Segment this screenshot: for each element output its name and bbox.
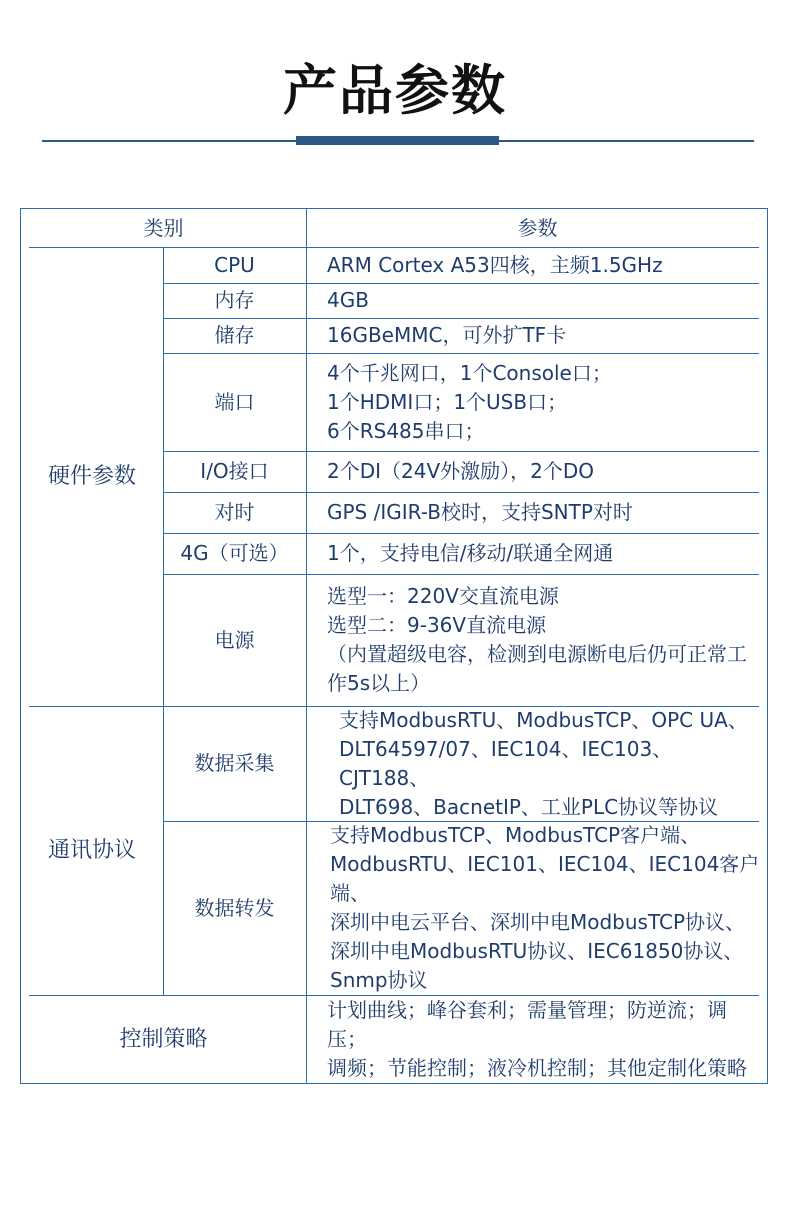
row-label-power: 电源 (214, 627, 255, 652)
row-label-cpu: CPU (214, 252, 255, 277)
row-value-data-collection: 支持ModbusRTU、ModbusTCP、OPC UA、 DLT64597/07、IEC104、IEC103、CJT188、 DLT698、BacnetIP、工业PLC协议等协议 (339, 707, 748, 819)
row-label-storage: 储存 (214, 323, 255, 347)
spec-table (20, 208, 768, 1084)
row-value-4g: 1个，支持电信/移动/联通全网通 (327, 541, 614, 565)
group-hardware: 硬件参数 (47, 464, 136, 489)
row-value-control-strategy: 计划曲线；峰谷套利；需量管理；防逆流；调压； 调频；节能控制；液冷机控制；其他定制化策略 (327, 998, 747, 1080)
row-label-ports: 端口 (214, 389, 255, 414)
row-value-ports: 4个千兆网口，1个Console口； 1个HDMI口；1个USB口； 6个RS485串口； (327, 360, 612, 443)
header-params: 参数 (517, 215, 558, 240)
row-value-cpu: ARM Cortex A53四核，主频1.5GHz (327, 252, 663, 277)
row-label-data-collection: 数据采集 (194, 751, 275, 775)
row-label-4g: 4G（可选） (180, 541, 289, 565)
row-value-timesync: GPS /IGIR-B校时，支持SNTP对时 (327, 500, 633, 524)
row-value-memory: 4GB (327, 288, 369, 312)
row-value-power: 选型一：220V交直流电源 选型二：9-36V直流电源 （内置超级电容，检测到电源断电后仍可正常工 作5s以上） (327, 584, 747, 695)
row-label-memory: 内存 (214, 288, 255, 312)
row-label-io: I/O接口 (200, 459, 269, 483)
title-divider-accent (296, 136, 499, 145)
row-value-io: 2个DI（24V外激励），2个DO (327, 459, 595, 483)
group-control-strategy: 控制策略 (119, 1027, 208, 1052)
row-value-data-forwarding: 支持ModbusTCP、ModbusTCP客户端、 ModbusRTU、IEC101、IEC104、IEC104客户端、 深圳中电云平台、深圳中电ModbusTCP协议、 深圳中电ModbusRTU协议、IEC61850协议、 Snmp协议 (330, 823, 760, 992)
grid-vline (306, 209, 307, 1084)
row-label-timesync: 对时 (214, 500, 255, 524)
header-category: 类别 (143, 215, 184, 240)
page-title: 产品参数 (283, 59, 507, 122)
row-value-storage: 16GBeMMC，可外扩TF卡 (327, 323, 567, 347)
row-label-data-forwarding: 数据转发 (194, 895, 275, 920)
group-protocols: 通讯协议 (47, 838, 136, 863)
